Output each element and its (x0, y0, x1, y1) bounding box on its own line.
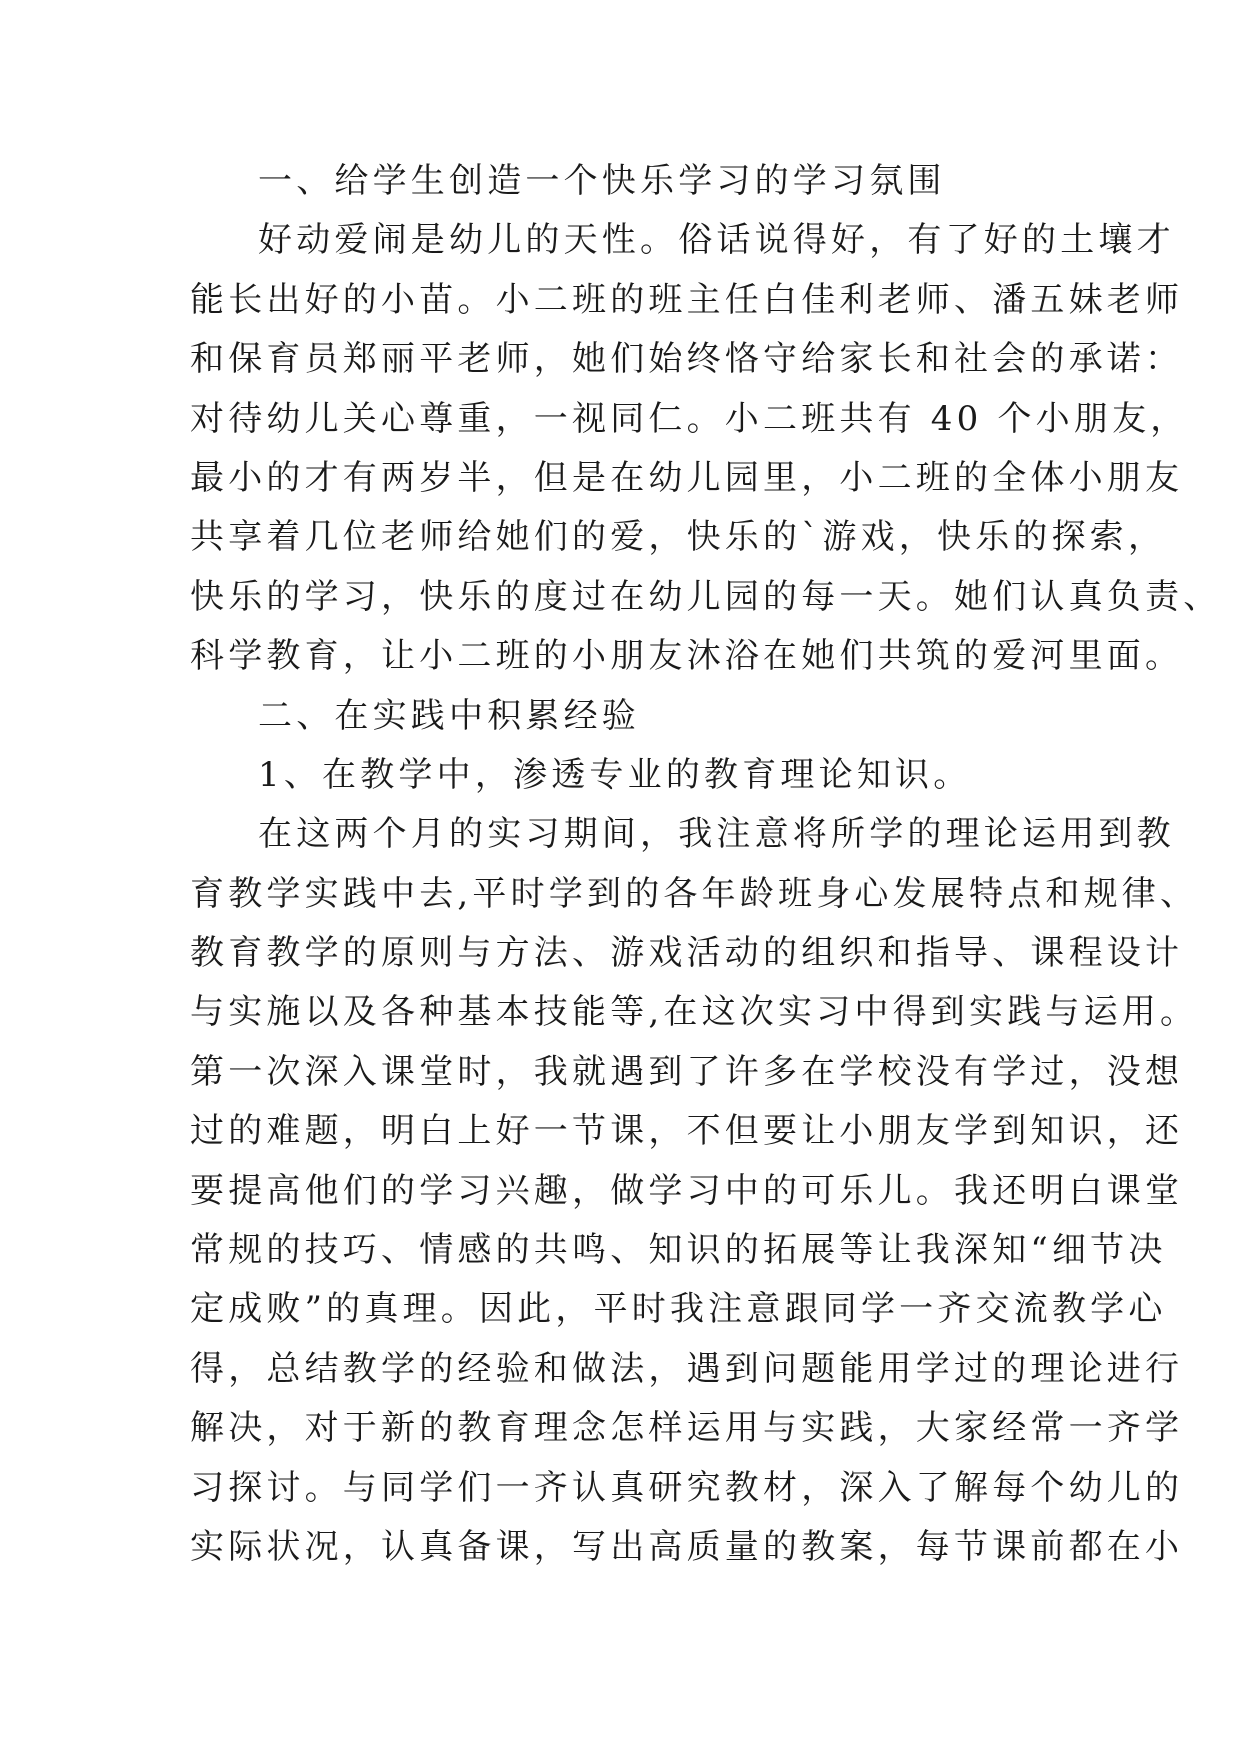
section-heading-2: 二、在实践中积累经验 (258, 695, 640, 736)
paragraph-line: 与实施以及各种基本技能等,在这次实习中得到实践与运用。 (190, 992, 1199, 1033)
paragraph-line: 在这两个月的实习期间，我注意将所学的理论运用到教 (258, 814, 1175, 855)
paragraph-line: 快乐的学习，快乐的度过在幼儿园的每一天。她们认真负责、 (190, 576, 1222, 617)
paragraph-line: 育教学实践中去,平时学到的各年龄班身心发展特点和规律、 (190, 873, 1199, 914)
document-body (190, 152, 1222, 1577)
paragraph-line: 定成败”的真理。因此，平时我注意跟同学一齐交流教学心 (190, 1289, 1167, 1330)
paragraph-line: 对待幼儿关心尊重，一视同仁。小二班共有 40 个小朋友， (190, 398, 1189, 439)
paragraph-line: 科学教育，让小二班的小朋友沐浴在她们共筑的爱河里面。 (190, 636, 1184, 677)
paragraph-line: 教育教学的原则与方法、游戏活动的组织和指导、课程设计 (190, 933, 1184, 974)
paragraph-line: 得，总结教学的经验和做法，遇到问题能用学过的理论进行 (190, 1348, 1184, 1389)
paragraph-line: 常规的技巧、情感的共鸣、知识的拓展等让我深知“细节决 (190, 1230, 1167, 1271)
section-heading-1: 一、给学生创造一个快乐学习的学习氛围 (258, 161, 946, 201)
paragraph-line: 习探讨。与同学们一齐认真研究教材，深入了解每个幼儿的 (190, 1467, 1184, 1508)
paragraph-line: 和保育员郑丽平老师，她们始终恪守给家长和社会的承诺： (190, 339, 1184, 380)
paragraph-line: 实际状况，认真备课，写出高质量的教案，每节课前都在小 (190, 1526, 1184, 1567)
paragraph-line: 第一次深入课堂时，我就遇到了许多在学校没有学过，没想 (190, 1051, 1184, 1092)
paragraph-line: 解决，对于新的教育理念怎样运用与实践，大家经常一齐学 (190, 1408, 1184, 1449)
paragraph-line: 能长出好的小苗。小二班的班主任白佳利老师、潘五妹老师 (190, 279, 1184, 320)
paragraph-line: 好动爱闹是幼儿的天性。俗话说得好，有了好的土壤才 (258, 220, 1175, 261)
paragraph-line: 最小的才有两岁半，但是在幼儿园里，小二班的全体小朋友 (190, 457, 1184, 498)
paragraph-line: 要提高他们的学习兴趣，做学习中的可乐儿。我还明白课堂 (190, 1170, 1184, 1211)
paragraph-line: 过的难题，明白上好一节课，不但要让小朋友学到知识，还 (190, 1111, 1184, 1152)
paragraph-line: 共享着几位老师给她们的爱，快乐的`游戏，快乐的探索， (190, 517, 1167, 558)
subsection-heading-1: 1、在教学中，渗透专业的教育理论知识。 (258, 754, 972, 795)
